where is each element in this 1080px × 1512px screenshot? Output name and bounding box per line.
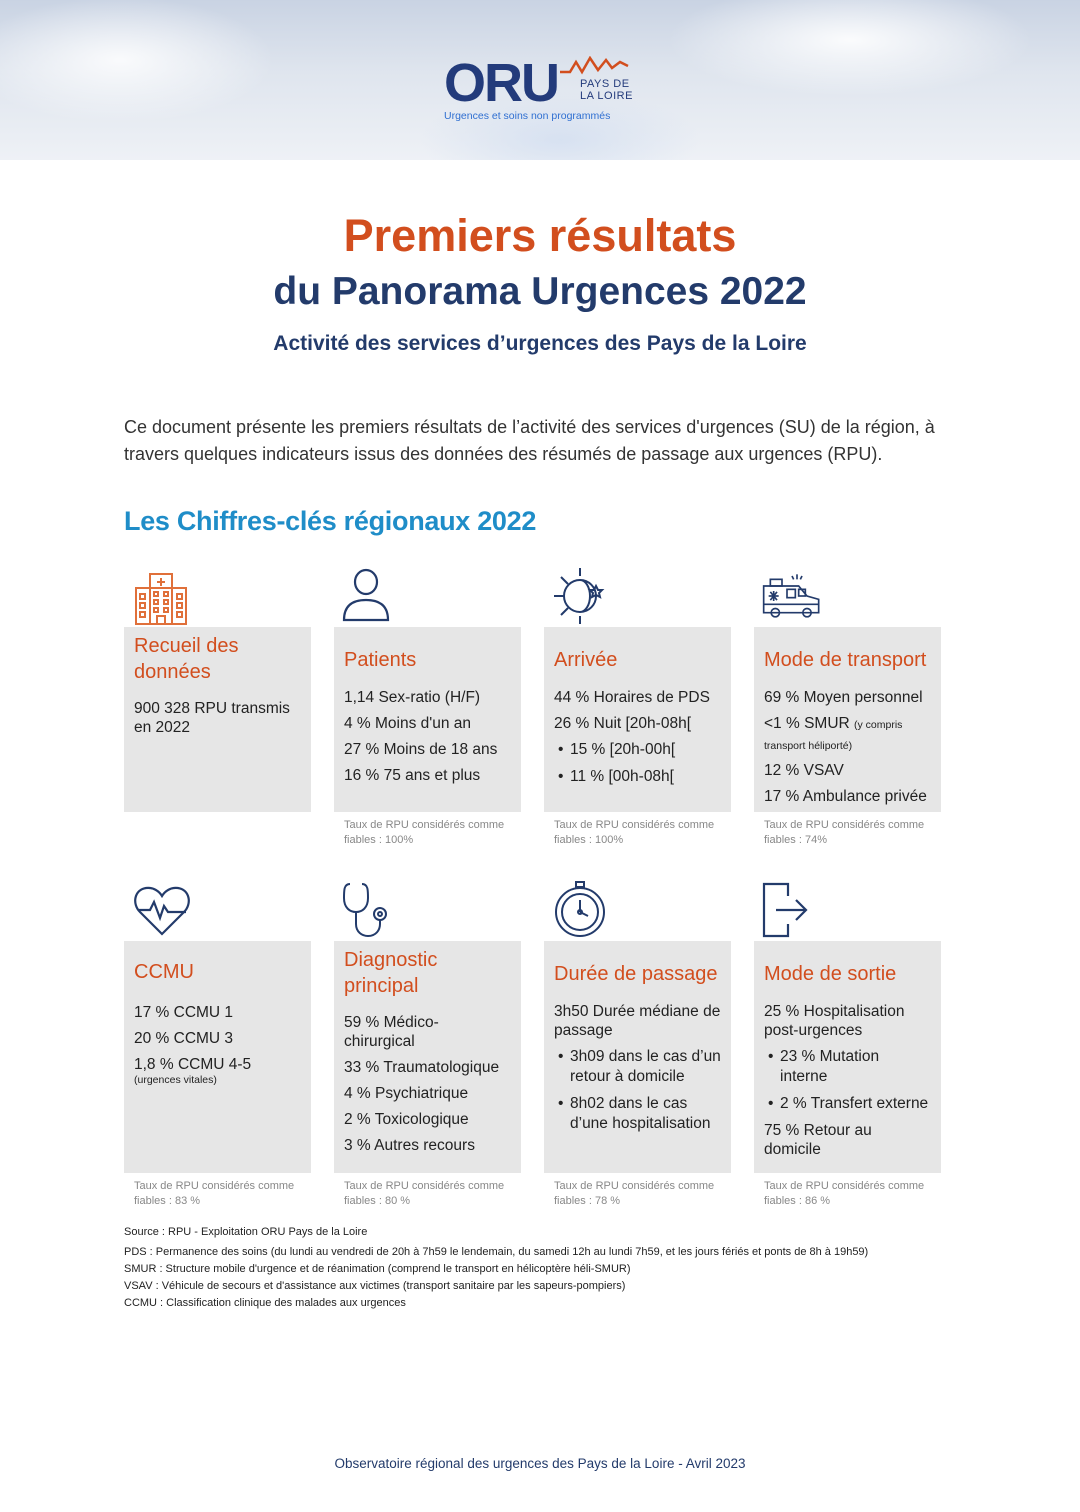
footnote: VSAV : Véhicule de secours et d'assistance aux victimes (transport sanitaire par les sapeurs-pompiers) <box>124 1280 626 1292</box>
exit-icon <box>762 880 822 940</box>
card-title: Recueil des données <box>134 635 239 683</box>
reliability-note: Taux de RPU considérés comme fiables : 100% <box>344 819 505 846</box>
card-title: Diagnostic principal <box>344 949 438 997</box>
card-sortie <box>754 941 941 1173</box>
footnote: PDS : Permanence des soins (du lundi au vendredi de 20h à 7h59 le lendemain, du samedi 12h au lundi 7h59, et les jours fériés et ponts de 8h à 19h59) <box>124 1246 869 1258</box>
card-line: 3 % Autres recours <box>344 1137 475 1154</box>
card-title: Mode de sortie <box>764 963 897 985</box>
card-bullet: • 2 % Transfert externe <box>764 1094 933 1114</box>
footnote: CCMU : Classification clinique des malades aux urgences <box>124 1297 406 1309</box>
reliability-note: Taux de RPU considérés comme fiables : 100% <box>554 819 715 846</box>
card-line: 26 % Nuit [20h-08h[ <box>554 715 692 732</box>
card-line: 4 % Psychiatrique <box>344 1085 469 1102</box>
logo-wordmark: ORU <box>444 53 558 113</box>
card-line: 900 328 RPU transmis en 2022 <box>134 700 290 736</box>
card-arrivee <box>544 627 731 812</box>
oru-logo <box>444 52 644 122</box>
day-night-icon <box>550 566 610 626</box>
logo-region: PAYS DE LA LOIRE <box>580 78 633 102</box>
header-banner <box>0 0 1080 160</box>
card-line: 1,14 Sex-ratio (H/F) <box>344 689 481 706</box>
patient-icon <box>340 566 400 626</box>
intro-paragraph: Ce document présente les premiers résultats de l’activité des services d'urgences (SU) de la région, à travers quelques indicateurs issus des données des résumés de passage aux urgences (RPU). <box>124 417 935 464</box>
card-title: Durée de passage <box>554 963 718 985</box>
card-line: 16 % 75 ans et plus <box>344 767 481 784</box>
card-line: 44 % Horaires de PDS <box>554 689 710 706</box>
card-title: Mode de transport <box>764 649 927 671</box>
reliability-note: Taux de RPU considérés comme fiables : 86 % <box>764 1180 925 1207</box>
card-line: 17 % CCMU 1 <box>134 1004 234 1021</box>
card-line: 4 % Moins d'un an <box>344 715 472 732</box>
card-recueil <box>124 627 311 812</box>
card-line: 27 % Moins de 18 ans <box>344 741 498 758</box>
reliability-note: Taux de RPU considérés comme fiables : 78 % <box>554 1180 715 1207</box>
card-line: 25 % Hospitalisation post-urgences <box>764 1003 905 1039</box>
card-line: 20 % CCMU 3 <box>134 1030 234 1047</box>
card-line: 59 % Médico-chirurgical <box>344 1014 439 1050</box>
card-line: 12 % VSAV <box>764 762 844 779</box>
footnotes <box>124 1224 984 1312</box>
card-ccmu <box>124 941 311 1173</box>
card-transport <box>754 627 941 812</box>
card-bullet: • 8h02 dans le cas d’une hospitalisation <box>554 1094 723 1134</box>
page-title-line2: du Panorama Urgences 2022 <box>273 270 807 313</box>
logo-tagline: Urgences et soins non programmés <box>444 110 611 122</box>
card-bullet: • 11 % [00h-08h[ <box>554 767 723 787</box>
page-subtitle: Activité des services d’urgences des Pays de la Loire <box>273 332 807 355</box>
card-line: 17 % Ambulance privée <box>764 788 927 805</box>
page-title: Premiers résultats <box>343 210 737 261</box>
ambulance-icon <box>762 566 822 626</box>
reliability-note: Taux de RPU considérés comme fiables : 80 % <box>344 1180 505 1207</box>
heartbeat-icon <box>132 880 192 940</box>
card-bullet: • 23 % Mutation interne <box>764 1047 890 1087</box>
hospital-icon <box>132 570 192 630</box>
card-line: 2 % Toxicologique <box>344 1111 469 1128</box>
card-bullet: • 15 % [20h-00h[ <box>554 740 723 760</box>
card-line: 75 % Retour au domicile <box>764 1122 872 1158</box>
card-line-smur: <1 % SMUR (y compris transport héliporté) <box>764 715 903 752</box>
reliability-note: Taux de RPU considérés comme fiables : 74% <box>764 819 925 846</box>
card-title: Arrivée <box>554 649 618 671</box>
reliability-note: Taux de RPU considérés comme fiables : 83 % <box>134 1180 295 1207</box>
card-line: 33 % Traumatologique <box>344 1059 500 1076</box>
footnote: SMUR : Structure mobile d'urgence et de réanimation (comprend le transport en hélicoptère héli-SMUR) <box>124 1263 631 1275</box>
logo-wave-icon <box>560 56 630 76</box>
card-line: 69 % Moyen personnel <box>764 689 923 706</box>
stopwatch-icon <box>550 880 610 940</box>
card-line-note: (urgences vitales) <box>134 1074 217 1086</box>
card-title: Patients <box>344 649 417 671</box>
footnote-source: Source : RPU - Exploitation ORU Pays de la Loire <box>124 1226 368 1238</box>
card-line: 3h50 Durée médiane de passage <box>554 1003 721 1039</box>
card-title: CCMU <box>134 961 194 983</box>
card-line: 1,8 % CCMU 4-5 <box>134 1056 252 1073</box>
section-title: Les Chiffres-clés régionaux 2022 <box>124 506 537 536</box>
card-diagnostic <box>334 941 521 1173</box>
card-patients <box>334 627 521 812</box>
card-bullet: • 3h09 dans le cas d’un retour à domicile <box>554 1047 723 1087</box>
stethoscope-icon <box>340 880 400 940</box>
card-duree <box>544 941 731 1173</box>
page-footer: Observatoire régional des urgences des Pays de la Loire - Avril 2023 <box>334 1456 746 1471</box>
